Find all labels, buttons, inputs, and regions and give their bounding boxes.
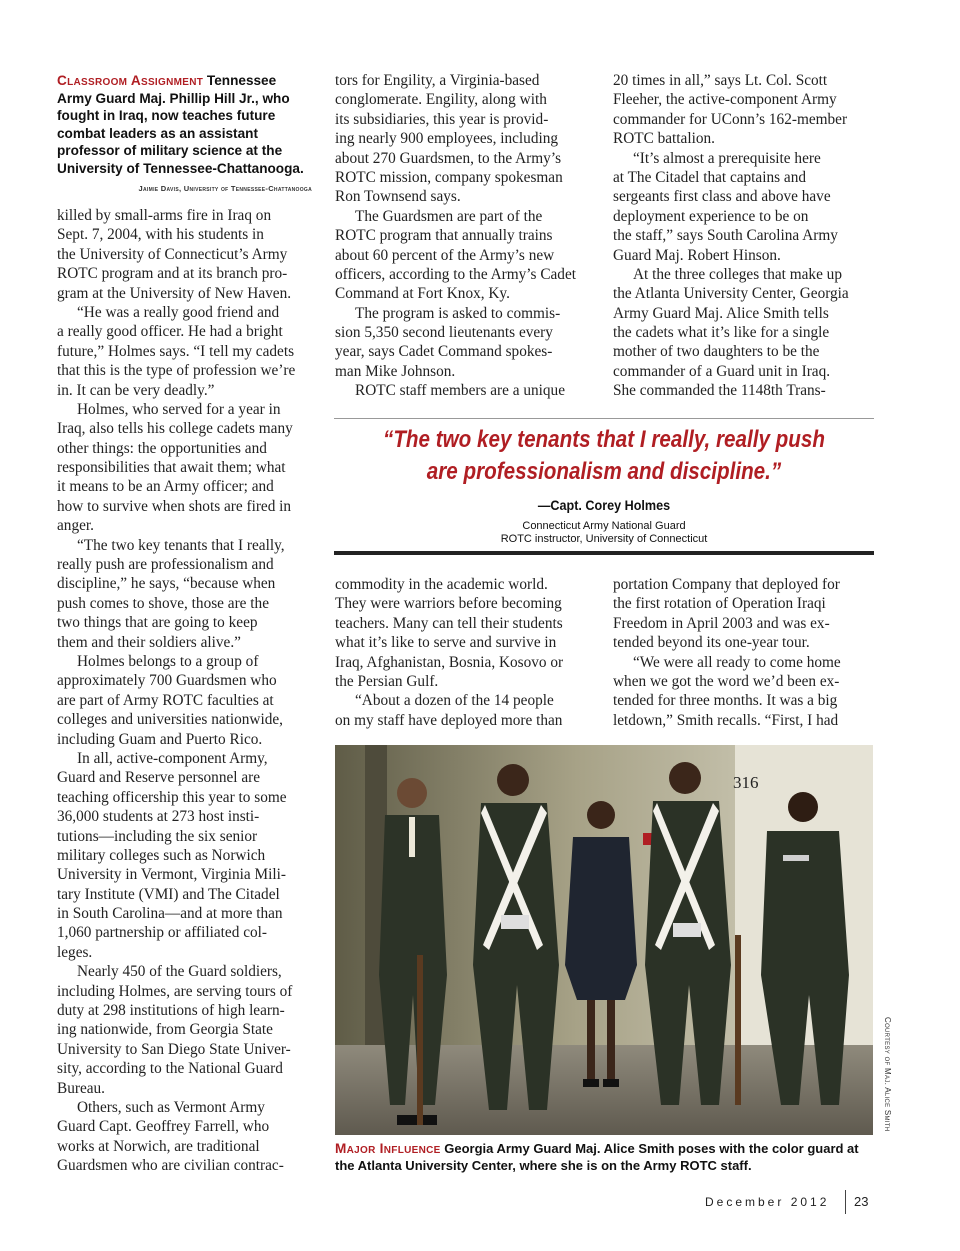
text-line: 36,000 students at 273 host insti- <box>57 808 260 826</box>
color-guard-photo <box>335 745 873 1135</box>
pull-quote-attribution: —Capt. Corey Holmes <box>537 497 671 513</box>
text-line: sity, according to the National Guard <box>57 1060 283 1078</box>
text-line: Army Guard Maj. Alice Smith tells <box>613 304 829 322</box>
text-line: teachers. Many can tell their students <box>335 614 563 632</box>
text-line: killed by small-arms fire in Iraq on <box>57 207 272 224</box>
text-line: officers, according to the Army’s Cadet <box>335 265 577 283</box>
text-line: future,” Holmes says. “I tell my cadets <box>57 342 295 360</box>
text-line: tors for Engility, a Virginia-based <box>335 72 540 89</box>
caption-kicker: Classroom Assignment <box>57 73 204 88</box>
text-line: on my staff have deployed more than <box>335 711 563 729</box>
text-line: military colleges such as Norwich <box>57 846 266 864</box>
photo-credit: Jaimie Davis, University of Tennessee-Chattanooga <box>138 184 312 193</box>
text-line: ing nationwide, from Georgia State <box>57 1021 273 1039</box>
page-number: 23 <box>854 1194 869 1209</box>
text-line: Iraq, also tells his college cadets many <box>57 420 293 438</box>
text-line: Command at Fort Knox, Ky. <box>335 285 510 303</box>
text-line: the cadets what it’s like for a single <box>613 324 830 342</box>
text-line: man Mike Johnson. <box>335 362 456 380</box>
text-line: it means to be an Army officer; and <box>57 478 274 496</box>
text-line: The program is asked to commis- <box>355 304 561 322</box>
text-line: what it’s like to serve and survive in <box>335 634 557 652</box>
text-line: tended for three months. It was a big <box>613 692 838 710</box>
text-line: works at Norwich, are traditional <box>57 1137 260 1155</box>
article-column-2-top <box>335 71 597 401</box>
room-number-sign: 316 <box>733 773 759 792</box>
article-column-1 <box>57 206 319 1176</box>
text-line: University to San Diego State Univer- <box>57 1040 291 1058</box>
bottom-caption-kicker: Major Influence <box>335 1141 441 1156</box>
text-line: Bureau. <box>57 1079 105 1097</box>
text-line: sion 5,350 second lieutenants every <box>335 324 553 342</box>
text-line: approximately 700 Guardsmen who <box>57 672 277 690</box>
text-line: responsibilities that await them; what <box>57 459 286 477</box>
text-line: Guard Capt. Geoffrey Farrell, who <box>57 1118 270 1136</box>
text-line: in South Carolina—and at more than <box>57 905 283 923</box>
text-line: They were warriors before becoming <box>335 595 562 613</box>
text-line: University in Vermont, Virginia Mili- <box>57 866 286 884</box>
pull-quote-role-line-1: Connecticut Army National Guard <box>522 520 686 532</box>
text-line: The Guardsmen are part of the <box>355 207 543 225</box>
bottom-caption-text: Georgia Army Guard Maj. Alice Smith poses with the color guard at the Atlanta University Center, where she is on the Army ROTC staff. <box>335 1141 859 1173</box>
text-line: other things: the opportunities and <box>57 439 267 457</box>
pull-quote <box>372 424 836 488</box>
text-line: “The two key tenants that I really, <box>77 536 285 554</box>
text-line: including Holmes, are serving tours of <box>57 982 293 1000</box>
pull-quote-top-rule <box>334 418 874 419</box>
text-line: ROTC program and at its branch pro- <box>57 265 288 283</box>
text-line: about 270 Guardsmen, to the Army’s <box>335 149 562 167</box>
text-line: year, says Cadet Command spokes- <box>335 343 553 361</box>
text-line: ROTC battalion. <box>613 130 715 148</box>
text-line: conglomerate. Engility, along with <box>335 91 547 109</box>
text-line: are part of Army ROTC faculties at <box>57 691 274 709</box>
text-line: Ron Townsend says. <box>335 188 461 206</box>
text-line: teaching officership this year to some <box>57 788 287 806</box>
text-line: including Guam and Puerto Rico. <box>57 730 263 748</box>
text-line: mother of two daughters to be the <box>613 343 820 361</box>
text-line: letdown,” Smith recalls. “First, I had <box>613 711 839 729</box>
article-column-3-bottom <box>613 575 875 730</box>
text-line: them and their soldiers alive.” <box>57 633 241 651</box>
text-line: “He was a really good friend and <box>77 303 280 321</box>
text-line: commodity in the academic world. <box>335 576 548 593</box>
text-line: leges. <box>57 943 93 961</box>
text-line: Iraq, Afghanistan, Bosnia, Kosovo or <box>335 653 564 671</box>
text-line: 20 times in all,” says Lt. Col. Scott <box>613 72 828 89</box>
text-line: the University of Connecticut’s Army <box>57 245 288 263</box>
photo-illustration <box>335 745 873 1135</box>
pull-quote-bottom-rule <box>334 551 874 555</box>
pull-quote-role <box>334 520 874 545</box>
pull-quote-line-1: “The two key tenants that I really, really push <box>383 426 825 453</box>
text-line: push comes to shove, those are the <box>57 594 269 612</box>
text-line: that this is the type of profession we’re <box>57 362 296 380</box>
text-line: tutions—including the six senior <box>57 827 258 845</box>
text-line: tary Institute (VMI) and The Citadel <box>57 885 280 903</box>
text-line: how to survive when shots are fired in <box>57 497 292 515</box>
text-line: really push are professionalism and <box>57 556 274 574</box>
text-line: Sept. 7, 2004, with his students in <box>57 226 264 244</box>
text-line: duty at 298 institutions of high learn- <box>57 1002 285 1020</box>
text-line: Fleeher, the active-component Army <box>613 91 837 109</box>
text-line: discipline,” he says, “because when <box>57 575 276 593</box>
bottom-photo-caption <box>335 1140 875 1174</box>
text-line: sergeants first class and above have <box>613 188 831 206</box>
text-line: ROTC program that annually trains <box>335 227 553 245</box>
text-line: portation Company that deployed for <box>613 576 840 593</box>
article-column-2-bottom <box>335 575 597 730</box>
text-line: In all, active-component Army, <box>77 749 268 767</box>
text-line: Others, such as Vermont Army <box>77 1098 265 1116</box>
text-line: “We were all ready to come home <box>633 653 841 671</box>
text-line: ROTC staff members are a unique <box>355 382 565 400</box>
text-line: Holmes belongs to a group of <box>77 652 259 670</box>
text-line: anger. <box>57 517 94 535</box>
text-line: tended beyond its one-year tour. <box>613 634 810 652</box>
text-line: 1,060 partnership or affiliated col- <box>57 924 267 942</box>
text-line: She commanded the 1148th Trans- <box>613 382 826 400</box>
text-line: Freedom in April 2003 and was ex- <box>613 614 830 632</box>
footer-issue-month: December 2012 <box>705 1195 830 1209</box>
text-line: in. It can be very deadly.” <box>57 381 215 399</box>
text-line: its subsidiaries, this year is provid- <box>335 110 549 128</box>
text-line: commander for UConn’s 162-member <box>613 110 848 128</box>
text-line: “It’s almost a prerequisite here <box>633 149 821 167</box>
text-line: Guard and Reserve personnel are <box>57 769 261 787</box>
text-line: the Atlanta University Center, Georgia <box>613 285 849 303</box>
text-line: Holmes, who served for a year in <box>77 400 281 418</box>
text-line: the staff,” says South Carolina Army <box>613 227 838 245</box>
text-line: about 60 percent of the Army’s new <box>335 246 555 264</box>
caption-text: Tennessee Army Guard Maj. Phillip Hill Jr., who fought in Iraq, now teaches future combat leaders as an assistant professor of military science at the University of Tennessee-Chattanooga. <box>57 73 304 176</box>
pull-quote-line-2: are professionalism and discipline.” <box>426 458 782 485</box>
text-line: Guard Maj. Robert Hinson. <box>613 246 781 264</box>
text-line: gram at the University of New Haven. <box>57 284 292 302</box>
text-line: the first rotation of Operation Iraqi <box>613 595 826 613</box>
article-column-3-top <box>613 71 875 401</box>
text-line: Nearly 450 of the Guard soldiers, <box>77 963 282 981</box>
pull-quote-role-line-2: ROTC instructor, University of Connecticut <box>500 532 708 545</box>
text-line: at The Citadel that captains and <box>613 168 806 186</box>
text-line: deployment experience to be on <box>613 207 809 225</box>
text-line: Guardsmen who are civilian contrac- <box>57 1157 284 1175</box>
text-line: commander of a Guard unit in Iraq. <box>613 362 831 380</box>
side-photo-credit <box>883 1017 893 1137</box>
text-line: ROTC mission, company spokesman <box>335 168 563 186</box>
side-photo-credit-text: Courtesy of Maj. Alice Smith <box>883 1017 892 1132</box>
text-line: a really good officer. He had a bright <box>57 323 283 341</box>
text-line: At the three colleges that make up <box>633 265 842 283</box>
text-line: two things that are going to keep <box>57 614 258 632</box>
text-line: “About a dozen of the 14 people <box>355 692 554 710</box>
text-line: the Persian Gulf. <box>335 672 439 690</box>
top-photo-caption <box>57 72 312 198</box>
text-line: colleges and universities nationwide, <box>57 711 283 729</box>
text-line: ing nearly 900 employees, including <box>335 130 559 148</box>
text-line: when we got the word we’d been ex- <box>613 672 840 690</box>
footer-divider <box>845 1190 846 1214</box>
